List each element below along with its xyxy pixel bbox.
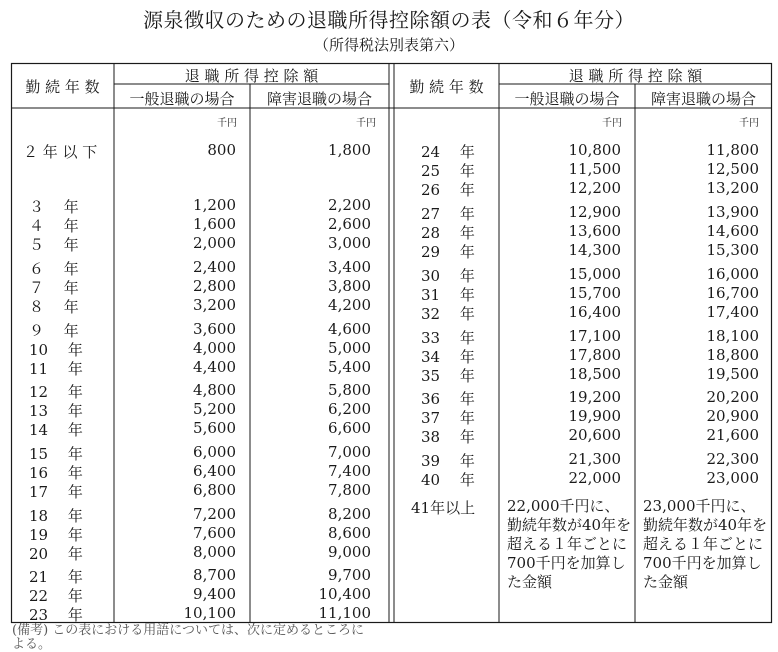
header-deduction-left: 退 職 所 得 控 除 額 [184, 67, 319, 85]
row-general-amount: 5,200 [193, 400, 236, 418]
row-disability-amount: 20,200 [706, 388, 759, 406]
row-disability-amount: 13,900 [706, 203, 759, 221]
row-years: 27 年 [421, 205, 475, 223]
row-disability-amount: 9,700 [328, 566, 371, 584]
header-years-right: 勤 続 年 数 [409, 78, 484, 96]
header-deduction-right: 退 職 所 得 控 除 額 [568, 67, 703, 85]
row-general-amount: 13,600 [568, 222, 621, 240]
row-disability-amount: 1,800 [328, 141, 371, 159]
row-years: 28 年 [421, 224, 475, 242]
row-disability-amount: 2,200 [328, 196, 371, 214]
row-general-amount: 7,600 [193, 524, 236, 542]
unit-label: 千円 [217, 118, 237, 129]
row-disability-amount: 11,800 [706, 141, 759, 159]
row-general-amount: 18,500 [568, 365, 621, 383]
row-disability-amount: 13,200 [706, 179, 759, 197]
row-years: 36 年 [421, 390, 475, 408]
row-years: 22 年 [29, 587, 83, 605]
row-years: 16 年 [29, 464, 83, 482]
row-disability-amount: 17,400 [706, 303, 759, 321]
header-years-left: 勤 続 年 数 [25, 78, 100, 96]
row-disability-amount: 10,400 [318, 585, 371, 603]
row-years: 24 年 [421, 143, 475, 161]
row-years: 30 年 [421, 267, 475, 285]
row-years: 11 年 [29, 360, 83, 378]
row-general-amount: 5,600 [193, 419, 236, 437]
row-general-amount: 7,200 [193, 505, 236, 523]
row-disability-amount: 23,000 [706, 469, 759, 487]
row-years: 17 年 [29, 483, 83, 501]
row-disability-amount: 14,600 [706, 222, 759, 240]
row-years: 12 年 [29, 383, 83, 401]
row-disability-amount: 3,000 [328, 234, 371, 252]
row-years: 13 年 [29, 402, 83, 420]
row-years: 14 年 [29, 421, 83, 439]
row-disability-amount: 6,200 [328, 400, 371, 418]
row-general-amount: 15,700 [568, 284, 621, 302]
row-general-amount: 15,000 [568, 265, 621, 283]
page-subtitle: （所得税法別表第六） [313, 36, 464, 54]
row-general-amount: 1,600 [193, 215, 236, 233]
row-general-amount: 14,300 [568, 241, 621, 259]
row-general-amount: 19,900 [568, 407, 621, 425]
row-general-amount: 6,400 [193, 462, 236, 480]
row-general-amount: 4,800 [193, 381, 236, 399]
row-general-amount: 10,100 [183, 604, 236, 622]
row-general-amount: 6,000 [193, 443, 236, 461]
row-disability-amount: 11,100 [318, 604, 371, 622]
row-general-amount: 1,200 [193, 196, 236, 214]
row-years: 32 年 [421, 305, 475, 323]
row-years: ３ 年 [29, 198, 79, 216]
row-general-amount: 4,000 [193, 339, 236, 357]
over41-disability: 23,000千円に、勤続年数が40年を超える１年ごとに700千円を加算した金額 [643, 497, 768, 591]
row-years: 31 年 [421, 286, 475, 304]
row-general-amount: 3,200 [193, 296, 236, 314]
row-disability-amount: 20,900 [706, 407, 759, 425]
row-general-amount: 11,500 [568, 160, 621, 178]
row-disability-amount: 4,600 [328, 320, 371, 338]
row-years: 25 年 [421, 162, 475, 180]
header-general-right: 一般退職の場合 [514, 90, 620, 108]
row-disability-amount: 21,600 [706, 426, 759, 444]
row-years: 23 年 [29, 606, 83, 624]
row-general-amount: 17,100 [568, 327, 621, 345]
row-disability-amount: 7,000 [328, 443, 371, 461]
row-disability-amount: 18,800 [706, 346, 759, 364]
header-disability-left: 障害退職の場合 [266, 90, 372, 108]
row-general-amount: 2,400 [193, 258, 236, 276]
row-disability-amount: 12,500 [706, 160, 759, 178]
row-disability-amount: 18,100 [706, 327, 759, 345]
row-general-amount: 19,200 [568, 388, 621, 406]
row-years: 18 年 [29, 507, 83, 525]
row-disability-amount: 2,600 [328, 215, 371, 233]
header-general-left: 一般退職の場合 [129, 90, 235, 108]
row-disability-amount: 3,400 [328, 258, 371, 276]
row-general-amount: 21,300 [568, 450, 621, 468]
row-disability-amount: 7,400 [328, 462, 371, 480]
row-years: 19 年 [29, 526, 83, 544]
over41-years: 41年以上 [411, 499, 476, 517]
row-general-amount: 8,700 [193, 566, 236, 584]
row-disability-amount: 16,700 [706, 284, 759, 302]
row-general-amount: 10,800 [568, 141, 621, 159]
row-general-amount: 22,000 [568, 469, 621, 487]
unit-label: 千円 [739, 118, 759, 129]
row-years: ４ 年 [29, 217, 79, 235]
unit-label: 千円 [356, 118, 376, 129]
row-disability-amount: 7,800 [328, 481, 371, 499]
row-disability-amount: 16,000 [706, 265, 759, 283]
row-years: ６ 年 [29, 260, 79, 278]
deduction-table [11, 63, 772, 623]
footer-note: (備考) この表における用語については、次に定めるところによる。 [12, 623, 365, 652]
row-general-amount: 17,800 [568, 346, 621, 364]
row-disability-amount: 3,800 [328, 277, 371, 295]
row-years: ７ 年 [29, 279, 79, 297]
row-disability-amount: 22,300 [706, 450, 759, 468]
row-general-amount: 9,400 [193, 585, 236, 603]
row-general-amount: 12,900 [568, 203, 621, 221]
row-years: 34 年 [421, 348, 475, 366]
row-years: 33 年 [421, 329, 475, 347]
row-general-amount: 6,800 [193, 481, 236, 499]
row-years: ８ 年 [29, 298, 79, 316]
row-disability-amount: 8,600 [328, 524, 371, 542]
row-disability-amount: 15,300 [706, 241, 759, 259]
row-years: 15 年 [29, 445, 83, 463]
row-years: ９ 年 [29, 322, 79, 340]
row-general-amount: 4,400 [193, 358, 236, 376]
row-general-amount: 20,600 [568, 426, 621, 444]
row-disability-amount: 4,200 [328, 296, 371, 314]
row-general-amount: 2,000 [193, 234, 236, 252]
row-years: 38 年 [421, 428, 475, 446]
row-years: 29 年 [421, 243, 475, 261]
row-years: 10 年 [29, 341, 83, 359]
page-title: 源泉徴収のための退職所得控除額の表（令和６年分） [143, 8, 635, 32]
row-general-amount: 2,800 [193, 277, 236, 295]
row-disability-amount: 6,600 [328, 419, 371, 437]
over41-general: 22,000千円に、勤続年数が40年を超える１年ごとに700千円を加算した金額 [507, 497, 632, 591]
row-disability-amount: 8,200 [328, 505, 371, 523]
row-disability-amount: 5,400 [328, 358, 371, 376]
row-disability-amount: 5,800 [328, 381, 371, 399]
row-disability-amount: 9,000 [328, 543, 371, 561]
row-years: 39 年 [421, 452, 475, 470]
row-years: 20 年 [29, 545, 83, 563]
row-years: 26 年 [421, 181, 475, 199]
row-general-amount: 12,200 [568, 179, 621, 197]
unit-label: 千円 [602, 118, 622, 129]
header-disability-right: 障害退職の場合 [650, 90, 756, 108]
row-disability-amount: 19,500 [706, 365, 759, 383]
row-years: 35 年 [421, 367, 475, 385]
row-general-amount: 16,400 [568, 303, 621, 321]
row-disability-amount: 5,000 [328, 339, 371, 357]
row-years: 40 年 [421, 471, 475, 489]
row-years: 21 年 [29, 568, 83, 586]
row-years: ２ 年 以 下 [23, 143, 98, 161]
row-general-amount: 3,600 [193, 320, 236, 338]
row-years: 37 年 [421, 409, 475, 427]
row-general-amount: 8,000 [193, 543, 236, 561]
row-general-amount: 800 [207, 141, 236, 159]
row-years: ５ 年 [29, 236, 79, 254]
